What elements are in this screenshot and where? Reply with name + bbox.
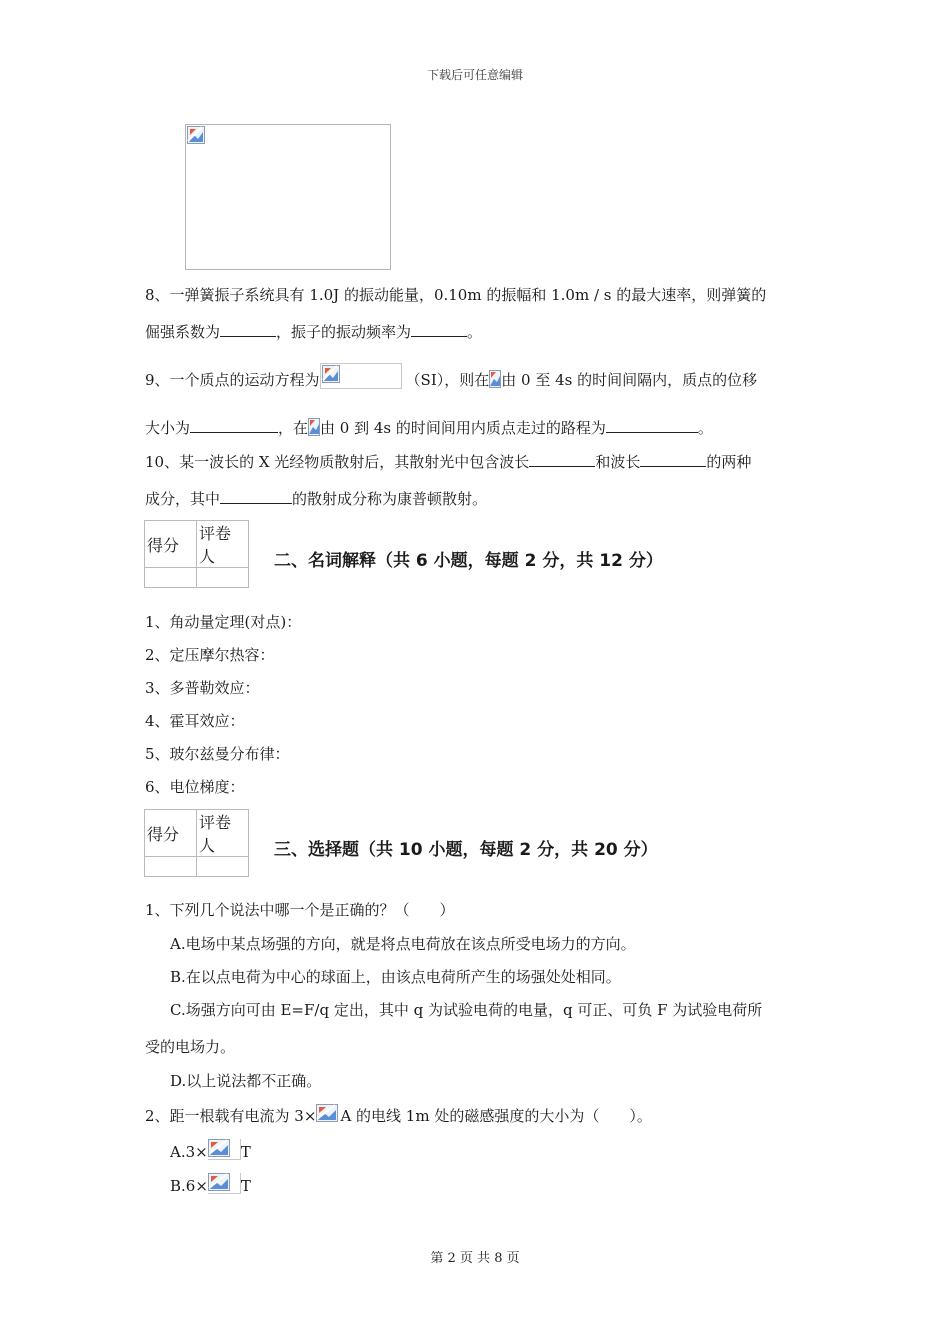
q9-text-f: 由 0 到 4s 的时间间用内质点走过的路程为: [320, 419, 606, 437]
grader-cell[interactable]: [197, 857, 249, 877]
s3-q2-b-post: T: [240, 1177, 251, 1195]
score-table: [144, 520, 249, 588]
exponent-image: [208, 1173, 241, 1194]
q10-text-d: 成分，其中: [145, 490, 221, 508]
score-table: [144, 809, 249, 877]
section3-title: 三、选择题（共 10 小题，每题 2 分，共 20 分）: [274, 840, 658, 860]
q10-text-a: 10、某一波长的 X 光经物质散射后，其散射光中包含波长: [145, 453, 530, 471]
s3-q2-text-a: 2、距一根载有电流为 3×: [145, 1107, 317, 1125]
s3-q1-option-d[interactable]: D.以上说法都不正确。: [170, 1072, 322, 1090]
s3-q2-stem: [145, 1104, 652, 1126]
q8-line2: [145, 322, 482, 342]
broken-image-icon: [316, 1104, 334, 1122]
q9-text-d: 大小为: [145, 419, 191, 437]
q9-text-e: ，在: [278, 419, 309, 437]
score-cell[interactable]: [145, 568, 197, 588]
q10-text-c: 的两种: [706, 453, 752, 471]
q9-text-a: 9、一个质点的运动方程为: [145, 371, 320, 389]
q9-line2: [145, 418, 713, 438]
q10-line2: [145, 489, 487, 509]
broken-image-icon: [308, 418, 320, 436]
section2-item: 5、玻尔兹曼分布律：: [145, 745, 290, 763]
q10-blank-wavelength-2[interactable]: [640, 452, 706, 467]
broken-image-icon: [489, 370, 501, 388]
q10-text-b: 和波长: [595, 453, 641, 471]
s3-q2-a-post: T: [240, 1143, 251, 1161]
equation-image: [320, 363, 402, 389]
score-cell[interactable]: [145, 857, 197, 877]
q8-blank-frequency[interactable]: [411, 322, 467, 337]
section2-item: 3、多普勒效应：: [145, 679, 260, 697]
q10-text-e: 的散射成分称为康普顿散射。: [292, 490, 488, 508]
score-label: 得分: [145, 810, 197, 857]
q8-text-c: 。: [467, 323, 483, 341]
broken-image-icon: [208, 1139, 226, 1157]
s3-q1-option-a[interactable]: A.电场中某点场强的方向，就是将点电荷放在该点所受电场力的方向。: [170, 935, 636, 953]
q10-line1: [145, 452, 751, 472]
s3-q1-option-c-line2: 受的电场力。: [145, 1038, 236, 1056]
s3-q1-option-b[interactable]: B.在以点电荷为中心的球面上，由该点电荷所产生的场强处处相同。: [170, 968, 621, 986]
section2-item: 2、定压摩尔热容：: [145, 646, 275, 664]
q9-blank-displacement[interactable]: [190, 418, 278, 433]
s3-q1-stem: 1、下列几个说法中哪一个是正确的？（ ）: [145, 901, 455, 919]
exponent-image: [208, 1139, 241, 1160]
broken-image-icon: [322, 365, 340, 383]
section2-item: 1、角动量定理(对点)：: [145, 613, 302, 631]
broken-image-icon: [208, 1173, 226, 1191]
s3-q2-b-pre: B.6×: [170, 1177, 208, 1195]
grader-label: 评卷人: [197, 810, 249, 857]
section2-title: 二、名词解释（共 6 小题，每题 2 分，共 12 分）: [274, 551, 663, 571]
q8-line1: 8、一弹簧振子系统具有 1.0J 的振动能量，0.10m 的振幅和 1.0m / s 的最大速率，则弹簧的: [145, 286, 767, 304]
q9-text-g: 。: [697, 419, 713, 437]
page-footer: 第 2 页 共 8 页: [430, 1251, 520, 1266]
page-header: 下载后可任意编辑: [426, 68, 523, 82]
q8-text-a: 倔强系数为: [145, 323, 221, 341]
q9-text-c: 由 0 至 4s 的时间间隔内，质点的位移: [501, 371, 758, 389]
q10-blank-compton[interactable]: [220, 489, 292, 504]
q10-blank-wavelength-1[interactable]: [529, 452, 595, 467]
q9-blank-path-length[interactable]: [606, 418, 698, 433]
score-label: 得分: [145, 521, 197, 568]
s3-q2-option-a[interactable]: [170, 1139, 251, 1162]
exponent-image: [316, 1104, 340, 1124]
grader-cell[interactable]: [197, 568, 249, 588]
q9-line1: [145, 363, 757, 390]
s3-q1-option-c-line1[interactable]: C.场强方向可由 E=F/q 定出，其中 q 为试验电荷的电量，q 可正、可负 F 为试验电荷所: [170, 1001, 763, 1019]
grader-label: 评卷人: [197, 521, 249, 568]
q8-blank-stiffness[interactable]: [220, 322, 276, 337]
q8-text-b: ，振子的振动频率为: [276, 323, 412, 341]
section2-item: 4、霍耳效应：: [145, 712, 245, 730]
q9-text-b: （SI），则在: [405, 371, 490, 389]
s3-q2-text-b: A 的电线 1m 处的磁感强度的大小为（ ）。: [340, 1107, 652, 1125]
s3-q2-a-pre: A.3×: [170, 1143, 208, 1161]
s3-q2-option-b[interactable]: [170, 1173, 251, 1196]
broken-image-icon: [187, 126, 205, 144]
figure-image: [185, 124, 391, 270]
section2-item: 6、电位梯度：: [145, 778, 245, 796]
